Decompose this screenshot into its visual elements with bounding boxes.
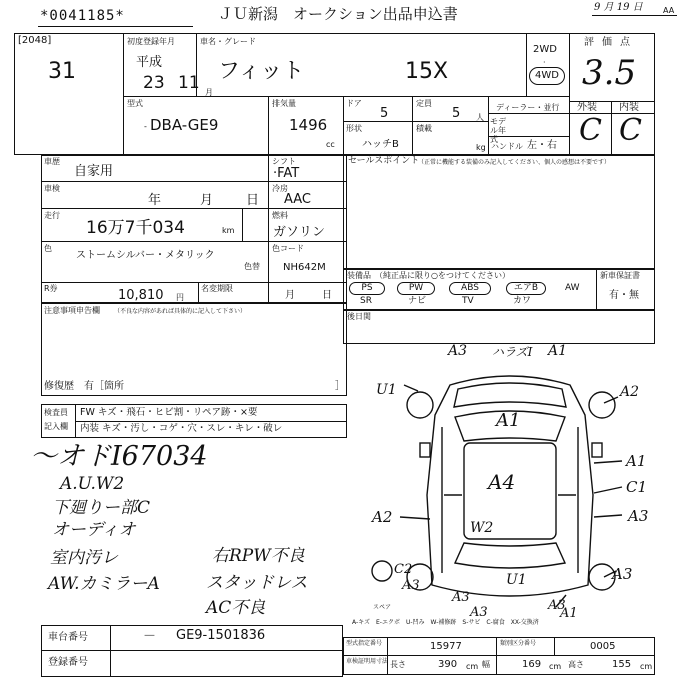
katashiki-dash: -: [144, 122, 147, 131]
model-year-label: モデル年式: [490, 117, 506, 144]
notice-label: 注意事項申告欄: [44, 306, 100, 315]
mark-w2: W2: [470, 520, 494, 536]
aircon-value: AAC: [284, 192, 311, 207]
load-label: 積載: [416, 124, 432, 133]
ken-amount: 10,810: [118, 288, 164, 303]
fuel-value: ガソリン: [273, 225, 326, 240]
repair-value: 有［箇所: [84, 381, 124, 392]
length-label: 長さ: [390, 660, 406, 669]
registration-year: 23: [143, 73, 165, 93]
class-label: 類別区分番号: [500, 640, 537, 647]
equipment-pw: [397, 282, 435, 295]
color-value: ストームシルバー・メタリック: [76, 250, 215, 261]
shift-value: ·FAT: [273, 166, 300, 181]
recycle-day: 日: [322, 290, 332, 301]
fuel-label: 燃料: [272, 211, 288, 220]
shift-label: シフト: [272, 157, 296, 166]
capacity-label: 定員: [416, 99, 432, 108]
mark-a1-hood: A1: [496, 410, 521, 431]
shape-label: 形状: [346, 124, 362, 133]
doors-value: 5: [380, 106, 389, 121]
load-unit: kg: [476, 143, 486, 152]
mileage-value: 16万7千034: [86, 218, 185, 238]
katashiki-label: 型式: [127, 99, 143, 108]
wheel-front-left: [407, 392, 433, 418]
color-label: 色: [44, 244, 52, 253]
spare-tire: [372, 561, 392, 581]
registration-label: 初度登録年月: [127, 37, 175, 46]
chassis-dash: －: [143, 629, 157, 644]
inspector-label-2: 記入欄: [44, 422, 68, 431]
equipment-ps-label: PS: [361, 283, 373, 293]
mark-u1: U1: [376, 382, 397, 398]
equipment-abs-label: ABS: [461, 283, 479, 293]
car-hood: [454, 383, 566, 407]
handle-label: ハンドル: [491, 142, 523, 151]
warranty-value: 有・無: [609, 290, 639, 301]
stock-underline: [38, 26, 193, 27]
inspector-exterior-line: FW キズ・飛石・ヒビ割・リペア跡・×要: [80, 407, 258, 418]
handwritten-note-3: 下廻りー部C: [52, 498, 151, 518]
mark-c2: C2: [394, 562, 413, 577]
repair-close: ］: [335, 381, 345, 392]
after-market-frame: [343, 310, 655, 344]
displacement-value: 1496: [289, 116, 328, 134]
height-label: 高さ: [568, 660, 584, 669]
mark-a3-side: A3: [628, 507, 649, 525]
mileage-unit: km: [222, 226, 235, 235]
equipment-airbag: [506, 282, 546, 295]
registration-month-unit: 月: [205, 88, 213, 97]
evaluation-score: 3.5: [582, 53, 637, 93]
aircon-label: 冷房: [272, 184, 288, 193]
drive-4wd-option: [529, 67, 565, 85]
handwritten-note-7: 右RPW不良: [212, 546, 305, 566]
selling-points-frame: [343, 155, 655, 269]
equipment-abs: [449, 282, 491, 295]
mark-a3-bottom: A3: [452, 590, 470, 605]
model-name: フィット: [218, 59, 305, 84]
inspector-interior-line: 内装 キズ・汚し・コゲ・穴・スレ・キレ・破レ: [80, 423, 283, 434]
equipment-label: 装備品: [347, 271, 371, 280]
equipment-note: （純正品に限り○をつけてください）: [375, 271, 510, 280]
color-code-value: NH642M: [283, 262, 326, 273]
mark-u1-rear: U1: [506, 572, 527, 588]
equipment-pw-label: PW: [408, 283, 424, 293]
handwritten-note-9: AC不良: [206, 598, 266, 618]
mileage-label: 走行: [44, 211, 60, 220]
drive-2wd-label: 2WD: [533, 44, 557, 55]
mark-a3-rear-1: A3: [470, 605, 488, 620]
mirror-right: [592, 443, 602, 457]
drive-separator: ·: [543, 58, 546, 67]
katashiki-value: DBA-GE9: [150, 116, 219, 134]
mark-a3-rear-2: A3: [548, 598, 566, 613]
shaken-month: 月: [200, 193, 214, 208]
mark-a1-side: A1: [626, 452, 647, 470]
evaluation-label: 評価点: [584, 37, 638, 48]
height-value: 155: [612, 659, 632, 670]
handwritten-note-4: オーディオ: [52, 520, 136, 540]
after-market-label: 後日関: [347, 312, 371, 321]
equipment-leather: カワ: [513, 296, 532, 306]
recycle-month: 月: [285, 290, 295, 301]
equipment-sr: SR: [360, 296, 372, 306]
mark-a1-rear: A1: [560, 606, 578, 621]
page-title: ＪＵ新潟 オークション出品申込書: [218, 5, 458, 23]
history-label: 車歴: [44, 157, 60, 166]
chassis-label: 車台番号: [48, 632, 88, 643]
lot-number: 31: [48, 59, 76, 84]
mark-a4-roof: A4: [488, 470, 516, 494]
drive-4wd-label: 4WD: [535, 70, 559, 81]
mark-a3-rear-right: A3: [612, 565, 633, 583]
displacement-label: 排気量: [272, 99, 296, 108]
color-change-label: 色替: [244, 262, 260, 271]
capacity-value: 5: [452, 106, 461, 121]
handle-value: 左・右: [527, 140, 557, 151]
chassis-number: GE9-1501836: [176, 628, 266, 643]
exterior-label: 外装: [577, 102, 597, 113]
stock-number: *0041185*: [40, 8, 125, 24]
warranty-label: 新車保証書: [600, 271, 640, 280]
reg-number-label: 登録番号: [48, 657, 88, 668]
designation-label: 型式指定番号: [346, 640, 383, 647]
registration-month: 11: [178, 73, 200, 93]
handwritten-note-1: 〜オドI67034: [30, 441, 208, 472]
damage-legend: A-キズ E-エクボ U-凹み W-補修跡 S-サビ C-腐食 XX-交換済: [352, 619, 539, 626]
handwritten-note-8: スタッドレス: [206, 573, 308, 593]
lot-code: [2048]: [18, 35, 52, 46]
mirror-left: [420, 443, 430, 457]
width-unit: cm: [549, 662, 562, 671]
equipment-ps: [349, 282, 385, 295]
interior-label: 内装: [619, 102, 639, 113]
mark-c1: C1: [626, 478, 648, 496]
equipment-airbag-label: エアB: [513, 283, 539, 293]
equipment-tv: TV: [462, 296, 474, 306]
date-underline: [592, 15, 677, 16]
class-value: 0005: [590, 641, 616, 652]
dimensions-label: 車検証明用寸法: [346, 658, 389, 665]
form-date-tag: AA: [663, 6, 675, 15]
form-date: 9 月 19 日: [594, 2, 643, 13]
spare-label: スペア: [373, 604, 392, 611]
ken-label: R券: [44, 284, 58, 293]
mark-a3-top-left: A3: [448, 343, 468, 359]
color-code-label: 色コード: [272, 244, 304, 253]
model-grade: 15X: [405, 59, 449, 84]
shaken-day: 日: [246, 193, 260, 208]
capacity-unit: 人: [476, 113, 484, 122]
displacement-unit: cc: [326, 140, 335, 149]
exterior-grade: C: [579, 113, 602, 148]
model-label: 車名・グレード: [200, 37, 256, 46]
mark-a3-c2: A3: [402, 578, 420, 593]
equipment-navi: ナビ: [408, 296, 427, 306]
shape-value: ハッチB: [362, 139, 399, 150]
shaken-label: 車検: [44, 184, 60, 193]
dealer-label: ディーラー・並行: [496, 103, 560, 112]
registration-era: 平成: [136, 55, 163, 70]
height-unit: cm: [640, 662, 653, 671]
recycle-label: 名変期限: [201, 284, 233, 293]
mark-halas: ハラズI: [492, 345, 533, 359]
width-value: 169: [522, 659, 542, 670]
mark-a2-left: A2: [372, 508, 393, 526]
history-value: 自家用: [74, 164, 114, 179]
inspector-label-1: 検査員: [44, 408, 68, 417]
designation-value: 15977: [430, 641, 462, 652]
car-rear-window: [455, 543, 565, 568]
ken-unit: 円: [176, 293, 184, 302]
handwritten-note-5: 室内汚レ: [50, 548, 118, 568]
width-label: 幅: [482, 660, 490, 669]
wheel-front-right: [589, 392, 615, 418]
notice-note: （不良な内容があれば具体的に記入して下さい）: [114, 308, 247, 315]
equipment-aw: AW: [565, 283, 580, 293]
selling-points-label: セールスポイント: [348, 156, 420, 166]
handwritten-note-2: A.U.W2: [60, 474, 125, 494]
length-value: 390: [438, 659, 458, 670]
repair-label: 修復歴: [44, 381, 74, 392]
shaken-year: 年: [148, 193, 162, 208]
length-unit: cm: [466, 662, 479, 671]
mark-a2-right: A2: [620, 384, 640, 400]
mark-a1-top: A1: [548, 343, 568, 359]
interior-grade: C: [619, 113, 642, 148]
doors-label: ドア: [346, 99, 362, 108]
handwritten-note-6: AW.カミラーA: [48, 574, 160, 594]
selling-points-note: （正常に機能する装備のみ記入してください、個人の感想は不要です）: [418, 159, 611, 166]
